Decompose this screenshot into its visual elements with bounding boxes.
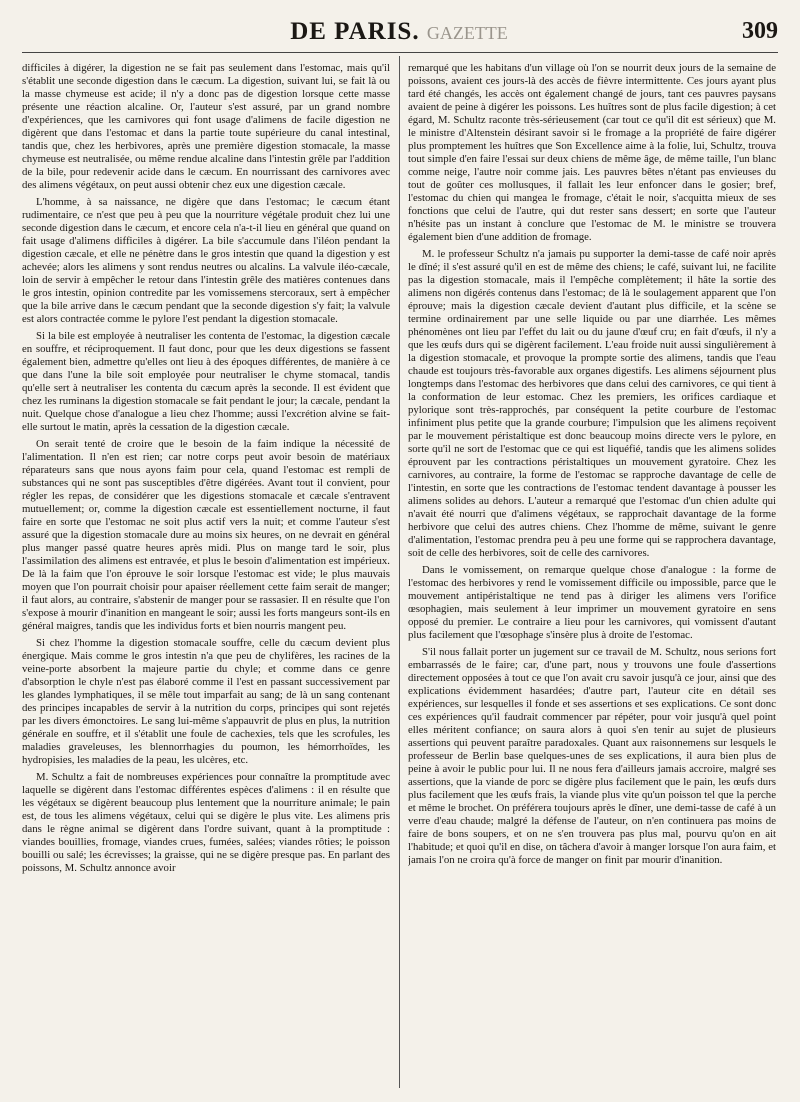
left-column	[22, 62, 390, 1088]
right-column	[408, 62, 776, 1088]
page-header	[20, 12, 778, 52]
paragraph: On serait tenté de croire que le besoin de la faim indique la nécessité de l'alimentation. Il n'en est rien; car notre corps peut avoir besoin de matériaux réparateurs sans que nous ayons faim pour cela, quand l'estomac est rempli de substances qui ne sont pas susceptibles d'être digérées. Avant tout il convient, pour régler les repas, de considérer que les digestions stomacale et cæcale s'entravent mutuellement; or, comme la digestion cæcale est essentiellement nocturne, il faut faire en sorte que l'estomac ne soit plus actif vers la nuit; et comme l'auteur s'est assuré que la digestion stomacale dure au moins six heures, on ne devrait en général plus manger passé quatre heures après midi. Plus on mange tard le soir, plus l'assimilation des alimens est entravée, et plus le besoin d'alimentation est impérieux. De là la faim que l'on éprouve le soir lorsque l'estomac est vide; le plus mauvais moyen que l'on pourrait choisir pour apaiser réellement cette faim serait de manger; il faut alors, au contraire, s'abstenir de manger pour se rassasier. Il en résulte que l'on s'expose à mourir d'inanition en mangeant le soir; aussi les forts mangeurs sont-ils en général maigres, tandis que les individus forts et bien nourris mangent peu.	[22, 438, 390, 632]
paragraph: S'il nous fallait porter un jugement sur ce travail de M. Schultz, nous serions fort embarrassés de le faire; car, d'une part, nous y trouvons une foule d'assertions directement opposées à tout ce que l'on avait cru savoir jusqu'à ce jour, ainsi que des explications évidemment hasardées; d'autre part, l'auteur cite en détail ses expériences, sur lesquelles il fonde et ses assertions et ses explications. Ce sont donc ces expériences qu'il faudrait commencer par répéter, pour voir jusqu'à quel point elles méritent confiance; on saura alors à quoi s'en tenir au sujet de plusieurs assertions qui peuvent paraître paradoxales. Quant aux raisonnemens sur lesquels le professeur de Berlin base quelques-unes de ses explications, il aura bien plus de peine à avoir le public pour lui. Il ne nous fera d'ailleurs jamais accroire, malgré ses assertions, que la viande de porc se digère plus facilement que le pain, les œufs durs plus facilement que les œufs frais, la viande plus vite qu'un poisson tel que la perche et même le brochet. On préférera toujours après le dîner, une demi-tasse de café à un verre d'eau chaude; malgré la défense de l'auteur, on n'en continuera pas moins de faire de bons soupers, et on ne s'en trouvera pas plus mal, pourvu qu'on en ait l'habitude; et quoi qu'il en dise, on tâchera d'avoir à manger lorsque l'on aura faim, et jamais l'on ne croira qu'à force de manger on finit par mourir d'inanition.	[408, 646, 776, 866]
column-divider	[399, 56, 400, 1088]
header-rule	[22, 52, 778, 53]
running-title-text: DE PARIS.	[290, 18, 420, 45]
page-number: 309	[742, 18, 778, 44]
show-through-text: GAZETTE	[426, 23, 508, 43]
paragraph: Si chez l'homme la digestion stomacale souffre, celle du cæcum devient plus énergique. Mais comme le gros intestin n'a que peu de chylifères, les racines de la veine-porte absorbent la majeure partie du chyle; et comme dans ce genre d'absorption le chyle n'est pas élaboré comme il l'est en passant successivement par les glandes lymphatiques, il se mêle tout imparfait au sang; de là un sang contenant des principes incapables de servir à la nutrition du corps, principes qui sont rejetés par les divers émonctoires. Le sang lui-même s'appauvrit de plus en plus, la nutrition générale en souffre, et il s'établit une foule de cachexies, tels que les scrofules, les maladies graveleuses, les blennorrhagies du poumon, les hémorrhoïdes, les hydropisies, les maladies de la peau, les ulcères, etc.	[22, 637, 390, 766]
paragraph: M. Schultz a fait de nombreuses expériences pour connaître la promptitude avec laquelle se digèrent dans l'estomac différentes espèces d'alimens : il en résulte que les végétaux se digèrent beaucoup plus lentement que la nourriture animale; le pain est, de tous les alimens végétaux, celui qui se digère le plus vite. Les alimens pris dans le règne animal se digèrent dans l'ordre suivant, quant à la promptitude : viandes bouillies, fromage, viandes crues, fumées, salées; viandes rôties; le poisson bouilli ou salé; les écrevisses; la graisse, qui ne se digère presque pas. En parlant des poissons, M. Schultz annonce avoir	[22, 771, 390, 874]
running-title	[20, 18, 778, 46]
paragraph: L'homme, à sa naissance, ne digère que dans l'estomac; le cæcum étant rudimentaire, ce n'est que peu à peu que la nourriture végétale produit chez lui une seconde digestion dans le cæcum, et encore cela n'a-t-il lieu en général que quand on fait usage d'alimens difficiles à digérer. La bile s'accumule dans l'iléon pendant la digestion cæcale, et elle ne pénètre dans le gros intestin que quand la digestion y est achevée; alors les alimens y sont rendus neutres ou alcalins. La valvule iléo-cæcale, loin de servir à empêcher le retour dans l'intestin grêle des matières contenues dans le gros intestin, opinion contredite par les vomissemens stercoraux, sert à empêcher que la bile arrive dans le cæcum pendant que la seconde digestion s'y fait; la valvule est alors contractée comme le pylore l'est pendant la digestion stomacale.	[22, 196, 390, 325]
paragraph: difficiles à digérer, la digestion ne se fait pas seulement dans l'estomac, mais qu'il s'établit une seconde digestion dans le cæcum. La digestion, suivant lui, se fait là ou la masse chymeuse est acide; il n'y a donc pas de digestion lorsque cette masse présente une réaction alcaline. Or, l'auteur s'est assuré, par un grand nombre d'expériences, que les carnivores qui font usage d'alimens de facile digestion ne digèrent que dans l'estomac et dans la partie toute supérieure du canal intestinal, tandis que, chez les herbivores, après une première digestion stomacale, la masse chymeuse est neutralisée, ou même rendue alcaline dans l'intestin grêle par l'addition de la bile, pour redevenir acide dans le cæcum. En nourrissant des carnivores avec des alimens végétaux, on peut aussi obtenir chez eux une digestion cæcale.	[22, 62, 390, 191]
paragraph: remarqué que les habitans d'un village où l'on se nourrit deux jours de la semaine de poissons, avaient ces jours-là des accès de fièvre intermittente. Ces jours ayant plus tard été changés, les accès ont également changé de jours, tant ces pauvres paysans avaient de peine à digérer les poissons. Les huîtres sont de plus facile digestion; à cet égard, M. Schultz raconte très-sérieusement (car tout ce qu'il dit est sérieux) que M. le ministre d'Altenstein désirant savoir si le fromage a la propriété de faire digérer plus promptement les huîtres que Son Excellence aime à la folie, lui, Schultz, trouva tout simple d'en faire l'essai sur deux chiens de même âge, de même taille, l'un blanc comme neige, l'autre noir comme jais. Les pauvres bêtes n'étant pas envieuses du tout de goûter ces mollusques, il fallait les leur enfoncer dans le gosier; bref, l'estomac du chien qui mangea le fromage, c'était le noir, s'acquitta mieux de ses fonctions que celui de l'autre, qui dut rester sans dessert; en sorte que l'auteur n'hésite pas un instant à conclure que l'estomac de M. le ministre se trouvera également bien d'une addition de fromage.	[408, 62, 776, 243]
paragraph: Si la bile est employée à neutraliser les contenta de l'estomac, la digestion cæcale en souffre, et réciproquement. Il faut donc, pour que les deux digestions se fassent également bien, admettre qu'elles ont lieu à des époques différentes, de manière à ce que dans l'une la bile soit employée pour neutraliser le chyme stomacal, tandis qu'elle sert à neutraliser les contenta du cæcum après la seconde. Il est évident que chez les ruminans la digestion stomacale se fait pendant le jour; la cæcale, pendant la nuit. Quelque chose d'analogue a lieu chez l'homme; aussi l'excrétion alvine se fait-elle surtout le matin, après la cessation de la digestion cæcale.	[22, 330, 390, 433]
paragraph: M. le professeur Schultz n'a jamais pu supporter la demi-tasse de café noir après le dîné; il s'est assuré qu'il en est de même des chiens; le café, suivant lui, ne facilite pas la digestion stomacale, mais il l'empêche complètement; il hâte la sortie des alimens non digérés contenus dans l'estomac; de là le soulagement apparent que l'on éprouve; mais la digestion cæcale devient d'autant plus difficile, et la scène se termine ordinairement par une selle liquide ou par une diarrhée. Les mêmes phénomènes ont lieu par l'effet du lait ou du jaune d'œuf cru; en fait d'œufs, il n'y a que les œufs durs qui se digèrent facilement. L'eau froide nuit aussi singulièrement à la digestion stomacale, et provoque la prompte sortie des alimens, tandis que l'eau chaude est toujours très-favorable aux organes digestifs. Les alimens séjournent plus longtemps dans l'estomac des herbivores que dans celui des carnivores, ce qui tient à la conformation de leur estomac. Chez les premiers, les orifices cardiaque et pylorique sont très-rapprochés, par conséquent la petite courbure de l'estomac infiniment plus petite que la grande courbure; l'impulsion que les alimens reçoivent par le mouvement péristaltique est donc beaucoup moins directe vers le pylore, en sorte qu'il ne sort de l'estomac que ce qui est liquéfié, tandis que les alimens solides éprouvent par les contractions péristaltiques un mouvement gyratoire. Chez les carnivores, au contraire, la forme de l'estomac se rapproche davantage de celle de l'intestin, en sorte que les contractions de l'estomac tendent davantage à pousser les alimens solides au dehors. L'auteur a remarqué que l'estomac d'un chien adulte qui n'avait été nourri que d'alimens végétaux, se rapprochait davantage de la forme herbivore que celui des autres chiens. Chez l'homme de même, suivant le genre d'alimentation, l'estomac prendra peu à peu une forme qui se rapprochera davantage, soit de celle des herbivores, soit de celle des carnivores.	[408, 248, 776, 559]
paragraph: Dans le vomissement, on remarque quelque chose d'analogue : la forme de l'estomac des herbivores y rend le vomissement difficile ou impossible, parce que le mouvement antipéristaltique ne tend pas à diriger les alimens vers l'orifice œsophagien, mais seulement à leur imprimer un mouvement gyratoire en sens opposé du premier. Le contraire a lieu pour les carnivores, qui vomissent d'autant plus facilement que l'œsophage s'insère plus à droite de l'estomac.	[408, 564, 776, 641]
